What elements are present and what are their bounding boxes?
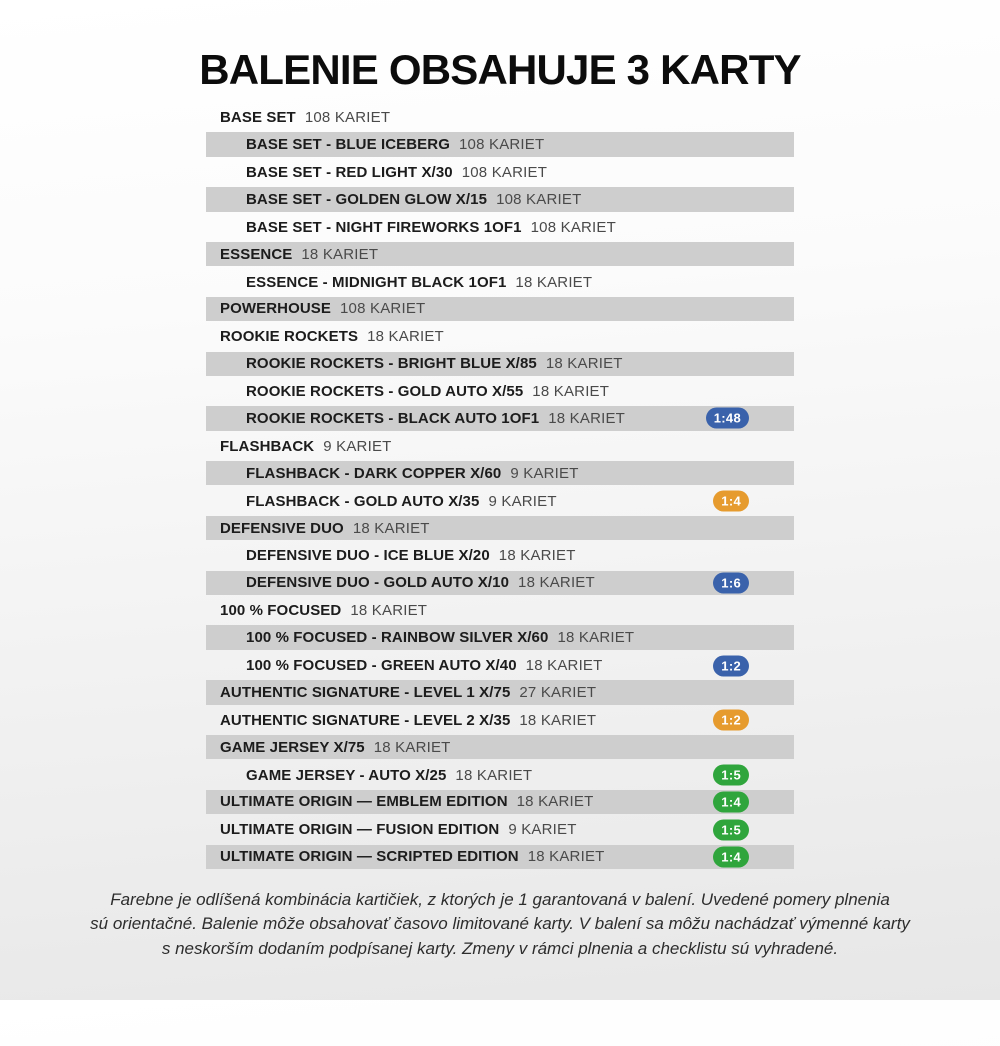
set-name: FLASHBACK <box>220 437 315 455</box>
card-set-row <box>206 214 794 241</box>
card-count: 18 KARIET <box>545 355 623 373</box>
ratio-badge: 1:5 <box>713 819 749 840</box>
set-name: 100 % FOCUSED - RAINBOW SILVER X/60 <box>246 629 549 647</box>
set-name: FLASHBACK - GOLD AUTO X/35 <box>246 492 480 510</box>
card-set-row <box>206 159 794 186</box>
card-count: 18 KARIET <box>350 602 428 620</box>
card-count: 18 KARIET <box>498 547 576 565</box>
set-name: POWERHOUSE <box>220 300 332 318</box>
card-set-row <box>206 433 794 460</box>
card-set-row <box>206 351 794 378</box>
card-count: 18 KARIET <box>352 519 430 537</box>
card-count: 9 KARIET <box>508 821 577 839</box>
card-set-row <box>206 624 794 651</box>
set-name: FLASHBACK - DARK COPPER X/60 <box>246 464 502 482</box>
set-name: ROOKIE ROCKETS - BLACK AUTO 1OF1 <box>246 409 540 427</box>
set-name: GAME JERSEY - AUTO X/25 <box>246 766 447 784</box>
card-count: 9 KARIET <box>488 492 557 510</box>
card-set-row <box>206 652 794 679</box>
ratio-badge: 1:6 <box>713 572 749 593</box>
card-set-row <box>206 131 794 158</box>
set-name: ULTIMATE ORIGIN — EMBLEM EDITION <box>220 793 508 811</box>
card-count: 18 KARIET <box>367 328 444 346</box>
set-name: BASE SET - GOLDEN GLOW X/15 <box>246 190 488 208</box>
card-count: 18 KARIET <box>301 245 379 263</box>
card-count: 18 KARIET <box>455 766 533 784</box>
card-count: 18 KARIET <box>525 657 603 674</box>
ratio-badge: 1:2 <box>713 710 749 731</box>
set-name: BASE SET <box>220 109 296 127</box>
card-set-row <box>206 597 794 624</box>
page-title: BALENIE OBSAHUJE 3 KARTY <box>199 46 801 93</box>
set-name: ULTIMATE ORIGIN — FUSION EDITION <box>220 821 500 839</box>
card-set-row <box>206 378 794 405</box>
card-count: 108 KARIET <box>461 163 548 181</box>
card-count: 9 KARIET <box>323 437 392 455</box>
card-count: 18 KARIET <box>532 383 610 401</box>
card-set-row <box>206 761 794 788</box>
ratio-badge: 1:4 <box>713 491 749 512</box>
set-name: 100 % FOCUSED <box>220 602 342 620</box>
card-count: 18 KARIET <box>515 273 593 291</box>
card-count: 108 KARIET <box>340 300 426 318</box>
set-name: BASE SET - BLUE ICEBERG <box>246 136 450 154</box>
card-set-row <box>206 734 794 761</box>
set-name: 100 % FOCUSED - GREEN AUTO X/40 <box>246 657 517 674</box>
card-count: 18 KARIET <box>519 711 597 729</box>
set-name: ROOKIE ROCKETS <box>220 328 359 346</box>
card-set-row <box>206 104 794 131</box>
disclaimer-line: sú orientačné. Balenie môže obsahovať časovo limitované karty. V balení sa môžu nachádzať výmenné karty <box>90 914 910 934</box>
card-set-row <box>206 844 794 871</box>
card-set-row <box>206 296 794 323</box>
card-set-row <box>206 405 794 432</box>
card-count: 18 KARIET <box>518 574 595 592</box>
set-name: BASE SET - NIGHT FIREWORKS 1OF1 <box>246 218 522 236</box>
card-set-row <box>206 707 794 734</box>
ratio-badge: 1:2 <box>713 655 749 676</box>
card-count: 18 KARIET <box>516 793 594 811</box>
card-set-row <box>206 186 794 213</box>
set-name: ROOKIE ROCKETS - GOLD AUTO X/55 <box>246 383 524 401</box>
card-count: 27 KARIET <box>519 683 597 701</box>
disclaimer-line: s neskorším dodaním podpísanej karty. Zmeny v rámci plnenia a checklistu sú vyhradené. <box>161 938 839 958</box>
ratio-badge: 1:5 <box>713 765 749 786</box>
card-count: 18 KARIET <box>557 629 635 647</box>
card-set-row <box>206 268 794 295</box>
ratio-badge: 1:4 <box>713 846 749 867</box>
card-set-row <box>206 241 794 268</box>
card-count: 18 KARIET <box>373 738 451 756</box>
set-name: AUTHENTIC SIGNATURE - LEVEL 1 X/75 <box>220 683 511 701</box>
card-count: 18 KARIET <box>548 409 626 427</box>
set-name: ESSENCE - MIDNIGHT BLACK 1OF1 <box>246 273 507 291</box>
card-set-row <box>206 323 794 350</box>
ratio-badge: 1:4 <box>713 791 749 812</box>
card-count: 108 KARIET <box>304 109 391 127</box>
pack-contents-infographic <box>0 46 1000 1046</box>
card-set-row <box>206 460 794 487</box>
set-name: DEFENSIVE DUO - GOLD AUTO X/10 <box>246 574 510 592</box>
set-name: DEFENSIVE DUO - ICE BLUE X/20 <box>246 547 490 565</box>
card-set-row <box>206 487 794 514</box>
card-set-row <box>206 789 794 816</box>
card-count: 108 KARIET <box>459 136 545 154</box>
set-name: DEFENSIVE DUO <box>220 519 344 537</box>
card-count: 108 KARIET <box>496 190 582 208</box>
set-name: AUTHENTIC SIGNATURE - LEVEL 2 X/35 <box>220 711 511 729</box>
disclaimer-text <box>50 888 950 962</box>
card-count: 18 KARIET <box>527 848 605 866</box>
ratio-badge: 1:48 <box>706 408 749 429</box>
card-count: 108 KARIET <box>530 218 616 236</box>
card-set-row <box>206 515 794 542</box>
card-set-row <box>206 570 794 597</box>
card-set-list <box>206 104 794 871</box>
card-set-row <box>206 679 794 706</box>
set-name: ESSENCE <box>220 245 293 263</box>
set-name: BASE SET - RED LIGHT X/30 <box>246 163 453 181</box>
card-set-row <box>206 816 794 843</box>
set-name: GAME JERSEY X/75 <box>220 738 365 756</box>
set-name: ULTIMATE ORIGIN — SCRIPTED EDITION <box>220 848 519 866</box>
card-set-row <box>206 542 794 569</box>
set-name: ROOKIE ROCKETS - BRIGHT BLUE X/85 <box>246 355 537 373</box>
card-count: 9 KARIET <box>510 464 579 482</box>
disclaimer-line: Farebne je odlíšená kombinácia kartičiek, z ktorých je 1 garantovaná v balení. Uvedené pomery plnenia <box>110 889 890 909</box>
